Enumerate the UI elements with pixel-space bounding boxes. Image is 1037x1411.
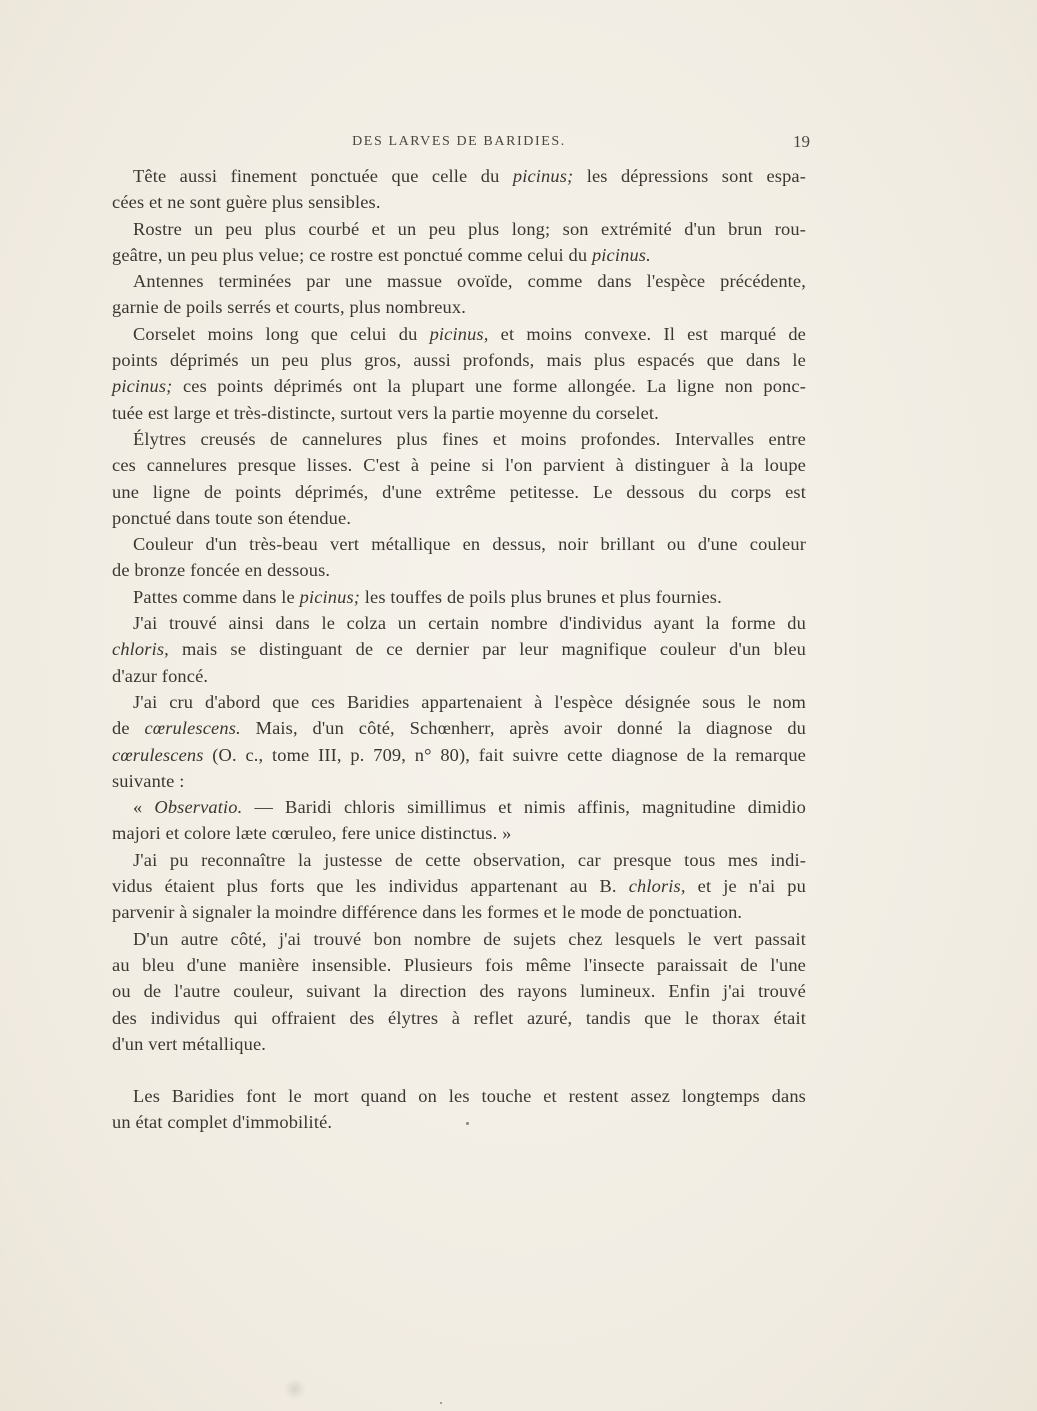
text-line: J'ai pu reconnaître la justesse de cette observation, car presque tous mes indi- [133,849,806,870]
page-number: 19 [793,132,810,151]
text-line: tuée est large et très-distincte, surtout vers la partie moyenne du corselet. [112,402,659,423]
text-line: de cœrulescens. Mais, d'un côté, Schœnherr, après avoir donné la diagnose du [112,718,807,739]
text-line: ces cannelures presque lisses. C'est à peine si l'on parvient à distinguer à la loupe [112,455,806,476]
text-line: suivante : [112,770,185,791]
running-head [112,132,810,154]
text-line: J'ai cru d'abord que ces Baridies appartenaient à l'espèce désignée sous le nom [133,691,806,712]
body-text [112,163,806,1136]
text-line: cées et ne sont guère plus sensibles. [112,192,381,213]
text-line: une ligne de points déprimés, d'une extrême petitesse. Le dessous du corps est [112,481,806,502]
text-line: majori et colore læte cœruleo, fere unice distinctus. » [112,823,512,844]
text-line: vidus étaient plus forts que les individus appartenant au B. chloris, et je n'ai pu [112,876,806,897]
text-line: des individus qui offraient des élytres à reflet azuré, tandis que le thorax était [112,1007,806,1028]
text-line: ou de l'autre couleur, suivant la direction des rayons lumineux. Enfin j'ai trouvé [112,981,806,1002]
text-line: Antennes terminées par une massue ovoïde, comme dans l'espèce précédente, [133,271,806,292]
text-line: Les Baridies font le mort quand on les touche et restent assez longtemps dans [133,1086,806,1107]
text-line: cœrulescens (O. c., tome III, p. 709, n° 80), fait suivre cette diagnose de la remarque [112,744,806,765]
text-line: au bleu d'une manière insensible. Plusieurs fois même l'insecte paraissait de l'une [112,954,806,975]
text-line: Élytres creusés de cannelures plus fines et moins profondes. Intervalles entre [133,428,806,449]
text-line: un état complet d'immobilité. [112,1112,333,1133]
text-line: geâtre, un peu plus velue; ce rostre est ponctué comme celui du picinus. [112,244,651,265]
text-line: ponctué dans toute son étendue. [112,507,352,528]
paper-smudge [284,1378,306,1400]
paragraph-gap [112,1057,806,1083]
paper-speck [466,1122,469,1125]
text-line: garnie de poils serrés et courts, plus nombreux. [112,297,466,318]
text-line: Couleur d'un très-beau vert métallique en dessus, noir brillant ou d'une couleur [133,534,806,555]
text-line: picinus; ces points déprimés ont la plupart une forme allongée. La ligne non ponc- [112,376,806,397]
text-line: parvenir à signaler la moindre différence dans les formes et le mode de ponctuation. [112,902,743,923]
text-line: Rostre un peu plus courbé et un peu plus long; son extrémité d'un brun rou- [133,218,806,239]
text-line: Tête aussi finement ponctuée que celle du picinus; les dépressions sont espa- [133,166,807,186]
paper-speck [440,1402,442,1404]
text-line: « Observatio. — Baridi chloris simillimus et nimis affinis, magnitudine dimidio [133,797,806,818]
text-line: Pattes comme dans le picinus; les touffes de poils plus brunes et plus fournies. [133,586,722,607]
text-line: points déprimés un peu plus gros, aussi profonds, mais plus espacés que dans le [112,350,806,371]
text-line: d'azur foncé. [112,665,209,686]
text-line: chloris, mais se distinguant de ce dernier par leur magnifique couleur d'un bleu [112,639,806,660]
text-line: d'un vert métallique. [112,1033,267,1054]
text-line: de bronze foncée en dessous. [112,560,331,581]
text-line: Corselet moins long que celui du picinus, et moins convexe. Il est marqué de [133,323,806,344]
text-line: J'ai trouvé ainsi dans le colza un certain nombre d'individus ayant la forme du [133,613,806,634]
running-title: DES LARVES DE BARIDIES. [352,134,566,149]
text-line: D'un autre côté, j'ai trouvé bon nombre de sujets chez lesquels le vert passait [133,928,806,949]
